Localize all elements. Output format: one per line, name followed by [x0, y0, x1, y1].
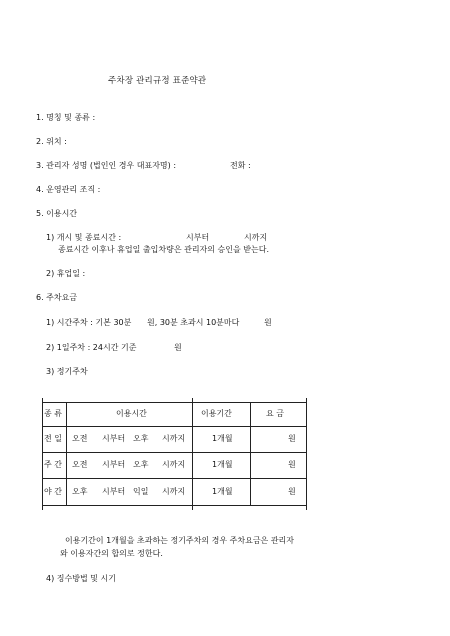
table-border-right	[306, 398, 307, 510]
header-time: 이용시간	[116, 409, 147, 418]
section-5-2-holidays: 2) 휴업일 :	[46, 269, 86, 278]
section-5-1-open-close: 1) 개시 및 종료시간 :	[46, 233, 122, 242]
table-rule	[42, 452, 307, 453]
section-3-manager: 3. 관리자 성명 (법인인 경우 대표자명) :	[36, 161, 177, 170]
section-3-phone: 전화 :	[230, 161, 251, 170]
section-6-4-collection: 4) 징수방법 및 시기	[46, 574, 116, 583]
row-night-end-period: 익일	[133, 487, 149, 496]
section-4-organization: 4. 운영관리 조직 :	[36, 185, 101, 194]
row-daytime-end-period: 오후	[133, 460, 149, 469]
header-kind: 종 류	[44, 409, 62, 418]
section-6-1-hourly-b: 원, 30분 초과시 10분마다	[147, 318, 240, 327]
header-period: 이용기간	[201, 409, 232, 418]
row-night-duration: 1개월	[212, 487, 233, 496]
row-daytime-start-period: 오전	[72, 460, 88, 469]
table-rule	[42, 478, 307, 479]
regular-parking-note-line-1: 이용기간이 1개월을 초과하는 정기주차의 경우 주차요금은 관리자	[65, 536, 295, 545]
section-5-1-note: 종료시간 이후나 휴업일 출입차량은 관리자의 승인을 받는다.	[58, 245, 269, 254]
table-divider	[66, 402, 67, 506]
table-divider	[250, 402, 251, 506]
section-2-location: 2. 위치 :	[36, 137, 67, 146]
section-6-1-hourly-a: 1) 시간주차 : 기본 30분	[46, 318, 132, 327]
row-night-to: 시까지	[162, 487, 186, 496]
row-allday-fee: 원	[288, 434, 296, 443]
table-border-top	[42, 402, 307, 403]
section-6-fees: 6. 주차요금	[36, 293, 78, 302]
header-fee: 요 금	[266, 409, 284, 418]
table-divider	[192, 398, 193, 510]
section-1-name-type: 1. 명칭 및 종류 :	[36, 113, 96, 122]
row-daytime-kind: 주 간	[44, 460, 62, 469]
row-allday-kind: 전 일	[44, 434, 62, 443]
row-allday-start-period: 오전	[72, 434, 88, 443]
section-5-1-to: 시까지	[244, 233, 268, 242]
row-allday-end-period: 오후	[133, 434, 149, 443]
table-rule	[42, 426, 307, 427]
row-allday-duration: 1개월	[212, 434, 233, 443]
row-daytime-duration: 1개월	[212, 460, 233, 469]
table-border-bottom	[42, 505, 307, 506]
row-daytime-fee: 원	[288, 460, 296, 469]
row-daytime-from: 시부터	[102, 460, 126, 469]
row-allday-from: 시부터	[102, 434, 126, 443]
row-night-fee: 원	[288, 487, 296, 496]
section-5-hours: 5. 이용시간	[36, 209, 78, 218]
row-night-from: 시부터	[102, 487, 126, 496]
section-6-2-daily-a: 2) 1일주차 : 24시간 기준	[46, 343, 137, 352]
row-allday-to: 시까지	[162, 434, 186, 443]
row-daytime-to: 시까지	[162, 460, 186, 469]
section-6-2-daily-b: 원	[174, 343, 182, 352]
section-6-1-hourly-c: 원	[264, 318, 272, 327]
section-5-1-from: 시부터	[186, 233, 210, 242]
regular-parking-note-line-2: 와 이용자간의 합의로 정한다.	[60, 549, 163, 558]
table-border-left	[42, 398, 43, 510]
section-6-3-regular: 3) 정기주차	[46, 367, 88, 376]
regular-parking-table	[42, 398, 307, 510]
row-night-kind: 야 간	[44, 487, 62, 496]
row-night-start-period: 오후	[72, 487, 88, 496]
document-title: 주차장 관리규정 표준약관	[108, 76, 207, 86]
